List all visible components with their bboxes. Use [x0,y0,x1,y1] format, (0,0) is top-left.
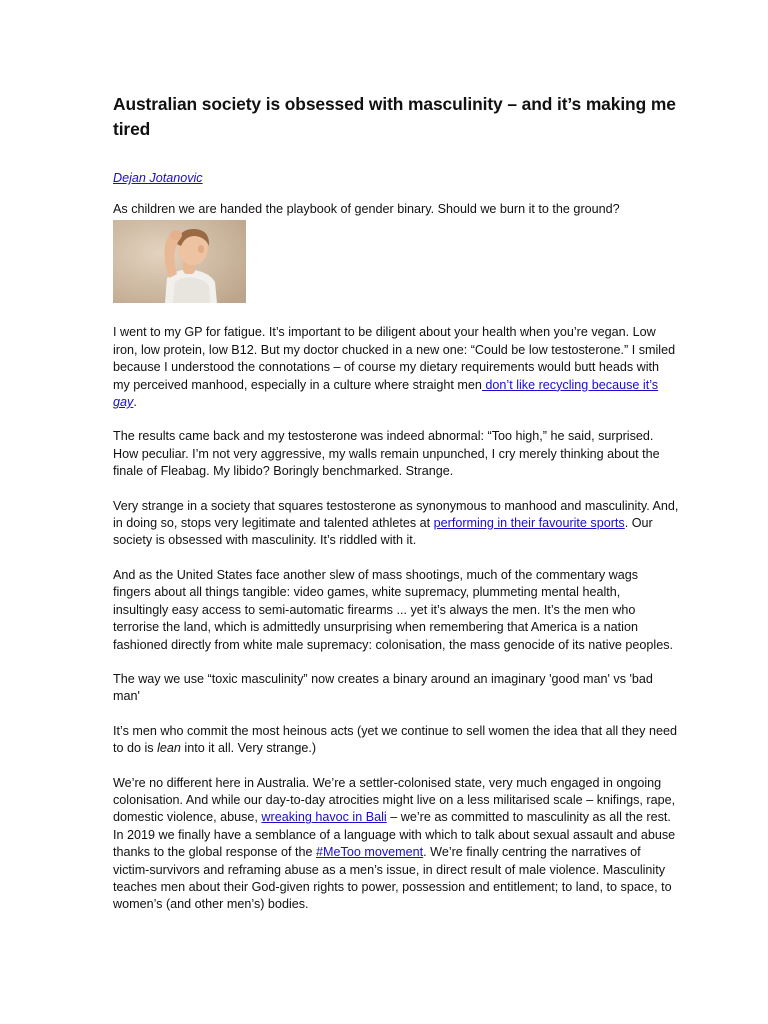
bali-link[interactable]: wreaking havoc in Bali [261,810,387,825]
lean-emphasis: lean [157,741,181,756]
paragraph-1-text: I went to my GP for fatigue. It’s important to be diligent about your health when you’re vegan. Low iron, low protein, low B12. But my doctor chucked in a new one: “Could be low testosterone.” I smiled because I understood the connotations – of course my dietary requirements would butt heads with my perceived manhood, especially in a culture where straight men [113,325,676,392]
metoo-link[interactable]: #MeToo movement [316,845,424,860]
paragraph-3 [113,498,679,550]
paragraph-7-text: We’re no different here in Australia. We’re a settler-colonised state, very much engaged in ongoing colonisation. And while our day-to-day atrocities might live on a less militarised scale – knifings, rape, domestic violence, abuse, [113,775,676,825]
paragraph-1-end: . [133,395,137,410]
article-deck: As children we are handed the playbook of gender binary. Should we burn it to the ground? [113,202,620,216]
pull-quote: The way we use “toxic masculinity” now creates a binary around an imaginary 'good man' vs 'bad man' [113,671,653,704]
recycling-link-text: don’t like recycling because it’s [481,377,659,392]
paragraph-4: And as the United States face another slew of mass shootings, much of the commentary wags fingers about all things tangible: video games, white supremacy, plummeting mental health, insultingly easy access to semi-automatic firearms ... yet it’s always the men. It’s the men who terrorise the land, which is admittedly unsurprising when remembering that America is a nation fashioned directly from white male supremacy: colonisation, the mass genocide of its native peoples. [113,567,674,652]
article [113,92,679,914]
paragraph-2: The results came back and my testosterone was indeed abnormal: “Too high,” he said, surprised. How peculiar. I’m not very aggressive, my walls remain unpunched, I cry merely thinking about the finale of Fleabag. My libido? Boringly benchmarked. Strange. [113,429,660,479]
author-link[interactable]: Dejan Jotanovic [113,171,203,185]
paragraph-7 [113,775,679,914]
paragraph-7-end: . We’re finally centring the narratives of victim-survivors and reframing abuse as a men’s issue, in direct result of male violence. Masculinity teaches men about their God-given rights to power, possession and entitlement; to land, to space, to women’s (and other men’s) bodies. [113,845,672,912]
paragraph-1 [113,324,679,411]
favourite-sports-link[interactable]: performing in their favourite sports [433,516,625,531]
author-byline [113,169,679,187]
paragraph-6-end: into it all. Very strange.) [180,741,317,756]
paragraph-6-text: It’s men who commit the most heinous acts (yet we continue to sell women the idea that all they need to do is [113,723,677,756]
article-title: Australian society is obsessed with masculinity – and it’s making me tired [113,94,676,139]
paragraph-3-end: . Our society is obsessed with masculinity. It’s riddled with it. [113,516,653,548]
paragraph-7-middle: – we’re as committed to masculinity as all the rest. In 2019 we finally have a semblance of a language with which to talk about sexual assault and abuse thanks to the global response of the [113,810,676,860]
recycling-link-emphasis: gay [113,395,134,410]
paragraph-3-text: Very strange in a society that squares testosterone as synonymous to manhood and masculinity. And, in doing so, stops very legitimate and talented athletes at [113,498,679,531]
paragraph-6 [113,723,679,758]
boy-flexing-image [113,220,246,303]
article-photo [113,220,246,303]
